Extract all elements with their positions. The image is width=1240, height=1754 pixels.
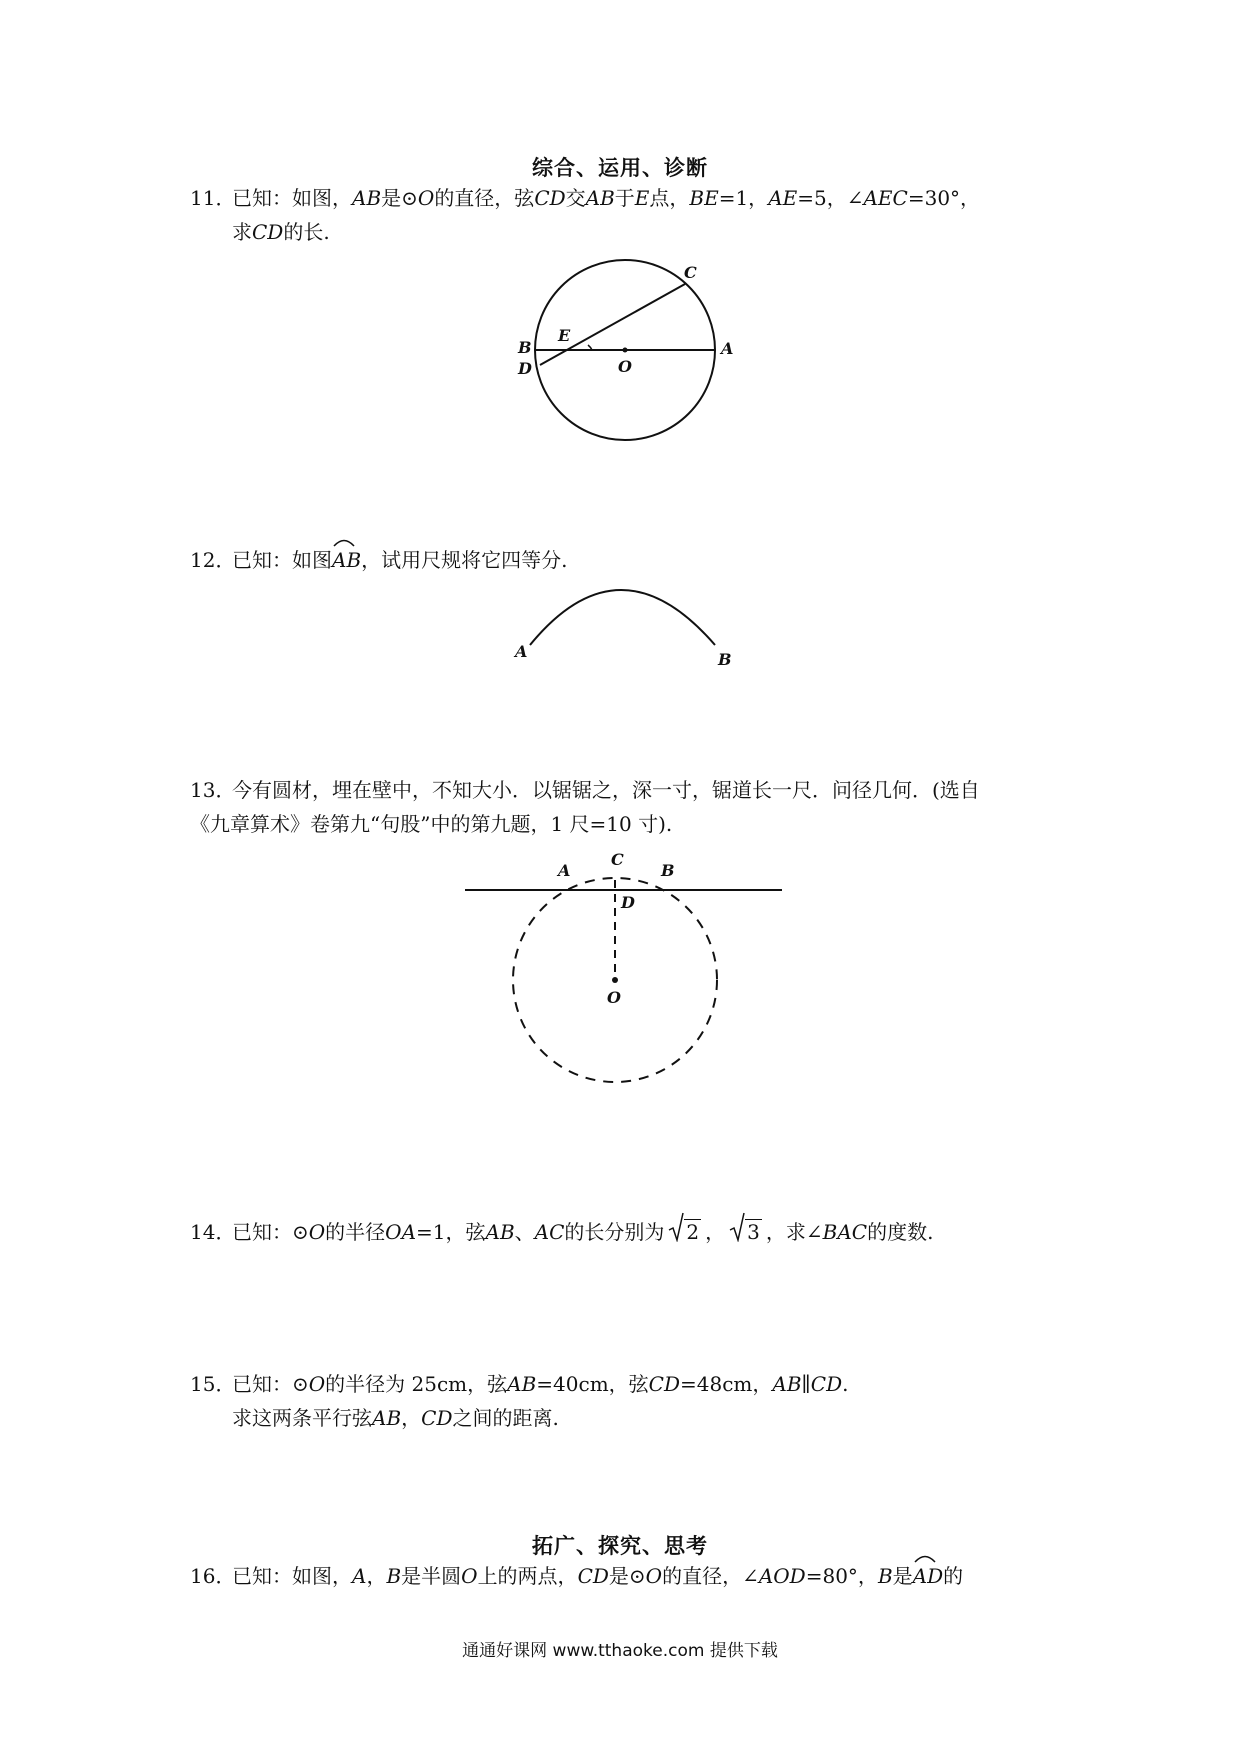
label-a: A — [515, 642, 528, 661]
question-number: 12． — [190, 548, 236, 572]
question-number: 15． — [190, 1372, 236, 1396]
label-d: D — [518, 359, 532, 378]
label-a: A — [558, 861, 571, 880]
question-11-line-2: 求CD的长. — [232, 220, 330, 244]
label-a: A — [721, 339, 734, 358]
question-11-line-1: 11．已知：如图，AB是⊙O的直径，弦CD交AB于E点，BE=1，AE=5，∠AEC=30°， — [190, 186, 981, 210]
center-o-dot — [623, 348, 628, 353]
figure-q12-arc — [505, 575, 745, 675]
sqrt-3: 3 — [729, 1218, 762, 1246]
question-16-line-1: 16．已知：如图，A，B是半圆O上的两点，CD是⊙O的直径，∠AOD=80°，B是 AD的 — [190, 1562, 963, 1590]
label-o: O — [607, 988, 621, 1007]
question-number: 13． — [190, 778, 236, 802]
label-d: D — [621, 893, 635, 912]
figure-q11-circle-diagram — [500, 250, 750, 450]
arc-notation-ad: AD — [913, 1562, 943, 1590]
section-heading-1: 综合、运用、诊断 — [532, 156, 708, 180]
label-b: B — [718, 650, 732, 669]
question-15-line-1: 15．已知：⊙O的半径为 25cm，弦AB=40cm，弦CD=48cm，AB∥CD. — [190, 1372, 849, 1396]
question-number: 14． — [190, 1220, 236, 1244]
question-12-line-1: 12．已知：如图 AB，试用尺规将它四等分. — [190, 546, 568, 574]
section-heading-2: 拓广、探究、思考 — [532, 1534, 708, 1558]
question-13-line-1: 13．今有圆材，埋在壁中，不知大小．以锯锯之，深一寸，锯道长一尺．问径几何．(选自 — [190, 778, 980, 802]
center-o-dot — [612, 977, 618, 983]
figure-q13-dashed-circle — [460, 840, 790, 1090]
question-13-line-2: 《九章算术》卷第九“句股”中的第九题，1 尺=10 寸). — [190, 812, 673, 836]
chord-cd — [540, 284, 685, 365]
question-15-line-2: 求这两条平行弦AB，CD之间的距离. — [232, 1406, 559, 1430]
footer-source: 通通好课网 www.tthaoke.com 提供下载 — [462, 1641, 778, 1661]
label-c: C — [611, 850, 624, 869]
arc-ab — [530, 590, 715, 645]
sqrt-2: 2 — [668, 1218, 701, 1246]
label-b: B — [518, 338, 532, 357]
question-number: 11． — [190, 186, 236, 210]
arc-notation-ab: AB — [332, 546, 361, 574]
label-b: B — [661, 861, 675, 880]
label-c: C — [684, 263, 697, 282]
question-number: 16． — [190, 1564, 236, 1588]
label-o: O — [618, 357, 632, 376]
label-e: E — [558, 326, 571, 345]
question-14-line-1: 14．已知：⊙O的半径OA=1，弦AB、AC的长分别为 2 ， 3 ，求∠BAC的度数. — [190, 1218, 933, 1246]
